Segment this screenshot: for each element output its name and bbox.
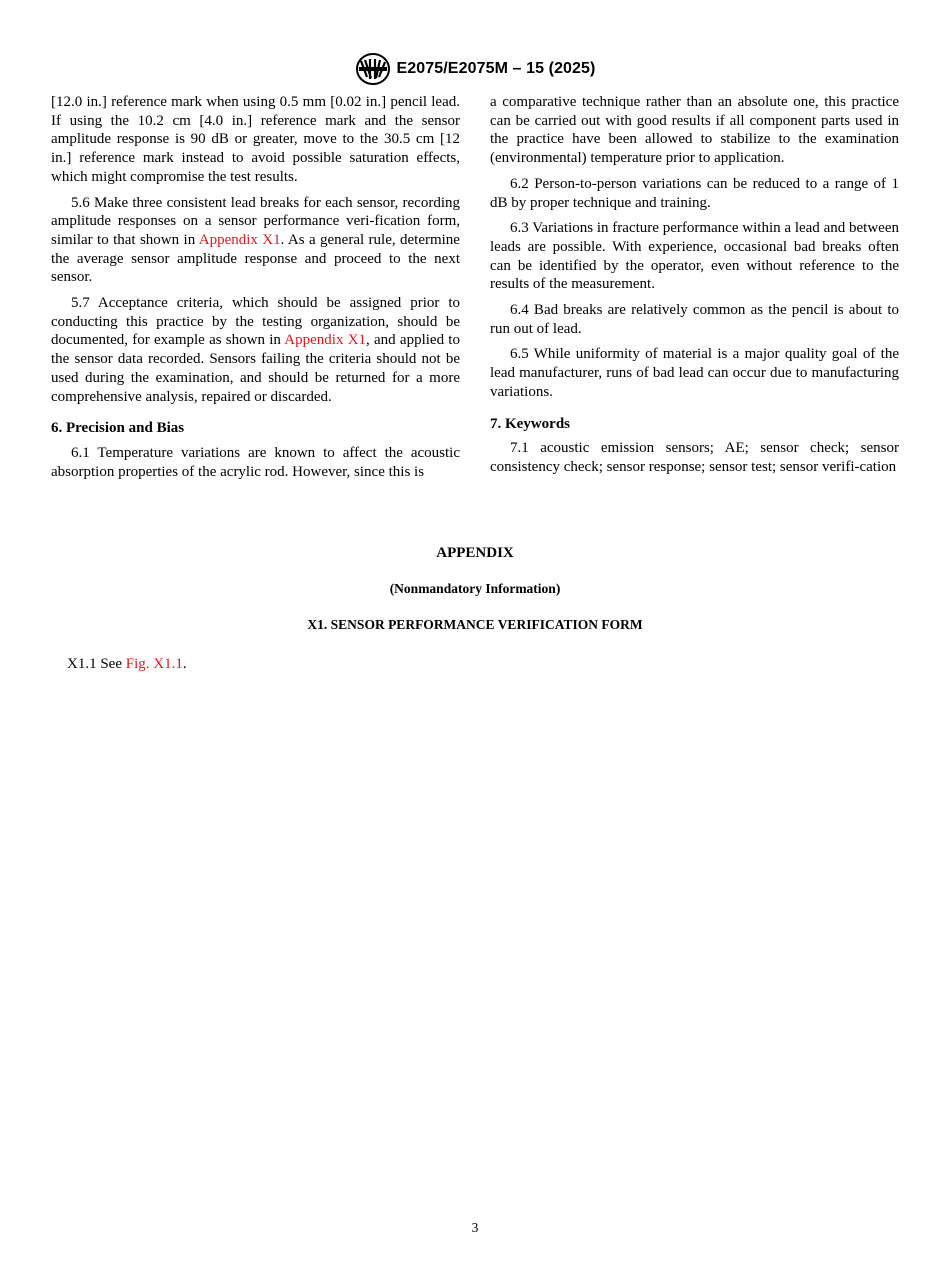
appendix-subtitle: (Nonmandatory Information) bbox=[389, 581, 561, 596]
page-number: 3 bbox=[471, 1220, 479, 1235]
paragraph-x1-1-end: . bbox=[182, 656, 187, 672]
paragraph-6-1: 6.1 Temperature variations are known to affect the acoustic absorption properties of the acrylic rod. However, since this is bbox=[51, 444, 460, 480]
paragraph-6-4: 6.4 Bad breaks are relatively common as the pencil is about to run out of lead. bbox=[490, 302, 899, 337]
paragraph-7-1: 7.1 acoustic emission sensors; AE; sensor check; sensor consistency check; sensor response; sensor test; sensor verifi-cation bbox=[490, 440, 899, 475]
paragraph-5-6-text: 5.6 Make three consistent lead breaks for each sensor, recording amplitude responses on a sensor performance veri-fication form, similar to that shown in bbox=[51, 194, 460, 248]
paragraph-x1-1-text: X1.1 See bbox=[67, 656, 126, 672]
appendix-title: APPENDIX bbox=[436, 545, 514, 561]
paragraph-5-7-text-end: , and applied to the sensor data recorded. Sensors failing the criteria should not be used during the examination, and should be returned for a more comprehensive analysis, repaired or discarded. bbox=[51, 332, 460, 405]
paragraph-6-5: 6.5 While uniformity of material is a major quality goal of the lead manufacturer, runs of bad lead can occur due to manufacturing variations. bbox=[490, 346, 899, 400]
section-6-heading: 6. Precision and Bias bbox=[51, 420, 185, 437]
section-7-heading: 7. Keywords bbox=[490, 415, 570, 432]
paragraph-5-6-text-end: . As a general rule, determine the average sensor amplitude response and proceed to the next sensor. bbox=[51, 231, 460, 286]
right-column bbox=[490, 93, 899, 484]
figure-x1-1-link[interactable]: Fig. X1.1 bbox=[125, 656, 183, 672]
paragraph-5-7-text: 5.7 Acceptance criteria, which should be assigned prior to conducting this practice by the testing organization, should be documented, for example as shown in bbox=[51, 295, 460, 349]
appendix-x1-link[interactable]: Appendix X1 bbox=[284, 332, 367, 349]
paragraph-5-5-continued: [12.0 in.] reference mark when using 0.5 mm [0.02 in.] pencil lead. If using the 10.2 cm [4.0 in.] reference mark and the sensor amplitude response is 90 dB or greater, move to the 30.5 cm [12 in.] reference mark instead to avoid possible saturation effects, which might compromise the test results. bbox=[51, 94, 460, 185]
paragraph-5-7 bbox=[51, 294, 460, 406]
astm-logo-icon bbox=[355, 52, 391, 86]
paragraph-6-1-continued: a comparative technique rather than an absolute one, this practice can be carried out with good results if all component parts used in the practice have been allowed to stabilize to the examination (environmental) temperature prior to application. bbox=[490, 94, 899, 167]
left-column bbox=[51, 93, 460, 488]
paragraph-6-2: 6.2 Person-to-person variations can be reduced to a range of 1 dB by proper technique and training. bbox=[490, 175, 899, 211]
standard-designation: E2075/E2075M – 15 (2025) bbox=[396, 60, 596, 77]
appendix-x1-link[interactable]: Appendix X1 bbox=[198, 231, 281, 248]
paragraph-5-6 bbox=[51, 194, 460, 288]
paragraph-x1-1 bbox=[67, 656, 187, 673]
appendix-section-heading: X1. SENSOR PERFORMANCE VERIFICATION FORM bbox=[307, 617, 643, 632]
page-header bbox=[0, 52, 950, 86]
paragraph-6-3: 6.3 Variations in fracture performance within a lead and between leads are possible. With experience, occasional bad breaks often can be identified by the operator, even without reference to the results of the measurement. bbox=[490, 220, 899, 293]
